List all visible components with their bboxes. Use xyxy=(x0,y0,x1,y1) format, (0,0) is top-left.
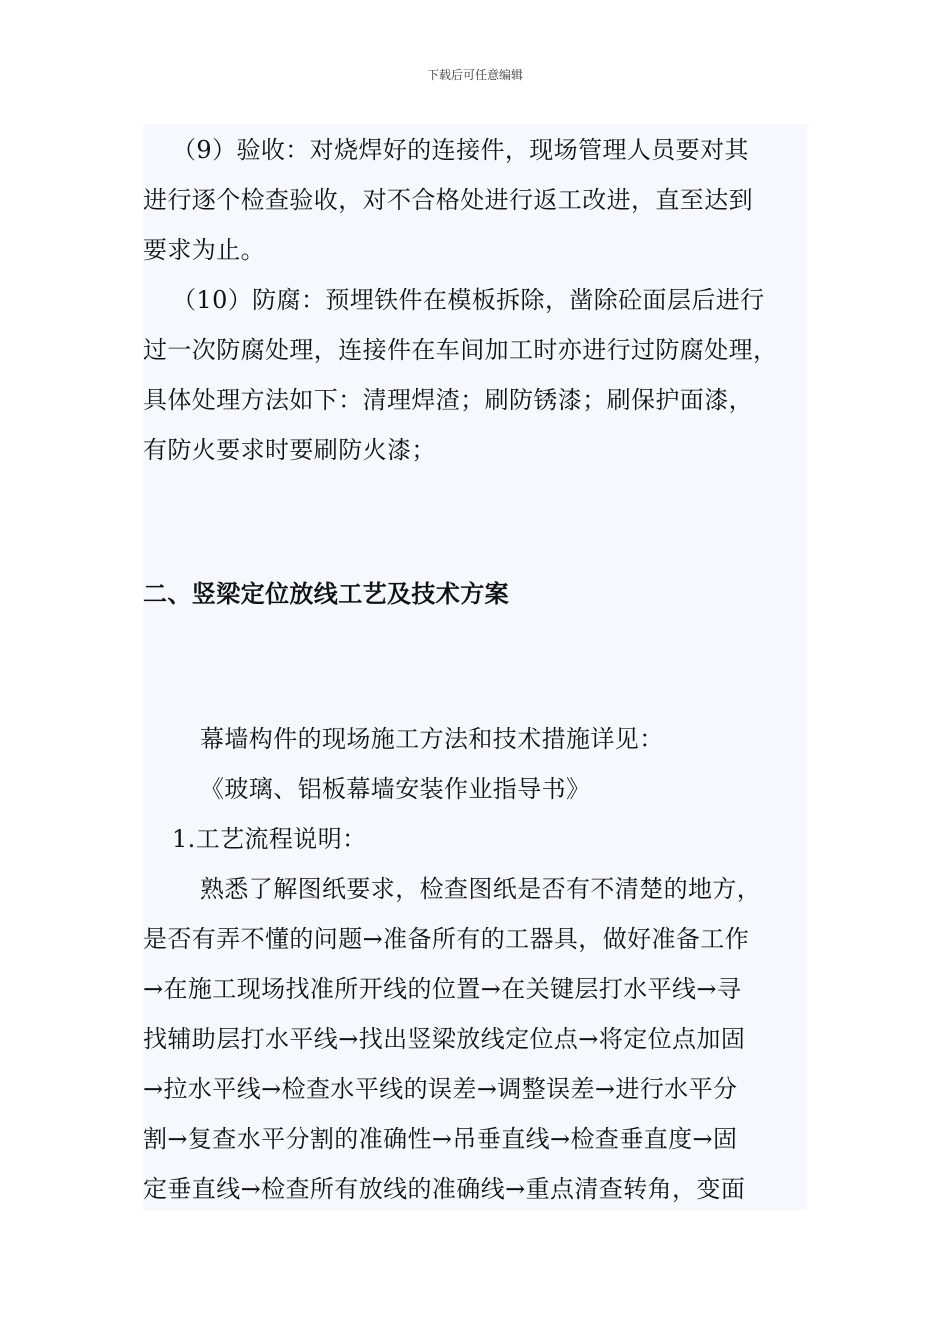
paragraph-line: 进行逐个检查验收，对不合格处进行返工改进，直至达到 xyxy=(143,186,753,214)
subsection-heading: 1.工艺流程说明： xyxy=(172,825,367,853)
paragraph-line: 割→复查水平分割的准确性→吊垂直线→检查垂直度→固 xyxy=(143,1125,738,1153)
paragraph-line: 熟悉了解图纸要求，检查图纸是否有不清楚的地方， xyxy=(200,875,762,903)
paragraph-line: 《玻璃、铝板幕墙安装作业指导书》 xyxy=(200,775,591,803)
paragraph-line: （10）防腐：预埋铁件在模板拆除，凿除砼面层后进行 xyxy=(172,286,765,314)
paragraph-line: →在施工现场找准所开线的位置→在关键层打水平线→寻 xyxy=(143,975,742,1003)
paragraph-line: 找辅助层打水平线→找出竖梁放线定位点→将定位点加固 xyxy=(143,1025,746,1053)
paragraph-line: →拉水平线→检查水平线的误差→调整误差→进行水平分 xyxy=(143,1075,738,1103)
paragraph-line: 具体处理方法如下：清理焊渣；刷防锈漆；刷保护面漆， xyxy=(143,386,753,414)
paragraph-line: 幕墙构件的现场施工方法和技术措施详见： xyxy=(200,725,664,753)
document-body xyxy=(143,124,807,1210)
paragraph-line: 定垂直线→检查所有放线的准确线→重点清查转角，变面 xyxy=(143,1175,746,1203)
page-header: 下载后可任意编辑 xyxy=(426,68,523,82)
paragraph-line: 要求为止。 xyxy=(143,236,265,264)
paragraph-line: （9）验收：对烧焊好的连接件，现场管理人员要对其 xyxy=(172,136,749,164)
section-heading: 二、竖梁定位放线工艺及技术方案 xyxy=(143,579,509,608)
paragraph-line: 有防火要求时要刷防火漆； xyxy=(143,436,436,464)
paragraph-line: 过一次防腐处理，连接件在车间加工时亦进行过防腐处理， xyxy=(143,336,778,364)
paragraph-line: 是否有弄不懂的问题→准备所有的工器具，做好准备工作 xyxy=(143,925,750,953)
